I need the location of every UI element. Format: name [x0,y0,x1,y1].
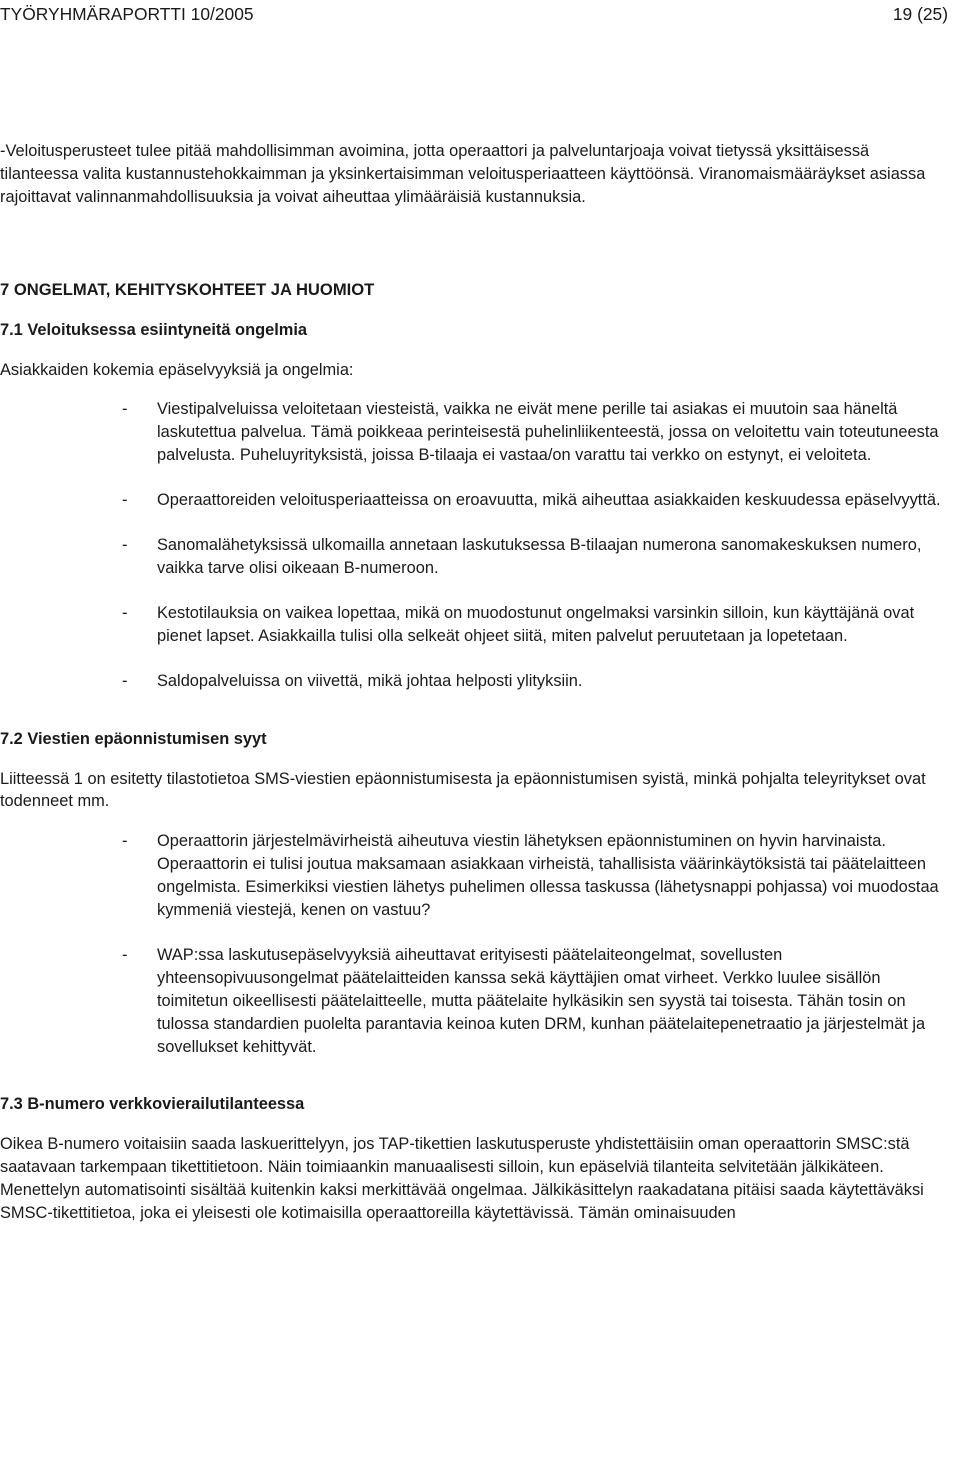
list-item: - Operaattorin järjestelmävirheistä aiheutuva viestin lähetyksen epäonnistuminen on hyvin harvinaista. Operaattorin ei tulisi joutua maksamaan asiakkaan virheistä, tahallisista väärinkäytöksistä tai päätelaitteen ongelmista. Esimerkiksi viestien lähetys puhelimen ollessa taskussa (lähetysnappi pohjassa) voi muodostaa kymmeniä viestejä, kenen on vastuu? [122,832,939,920]
page-number: 19 (25) [892,4,948,24]
section-7-2-list [0,830,946,1058]
section-7-3-heading: 7.3 B-numero verkkovierailutilanteessa [0,1095,305,1114]
chapter-heading: 7 ONGELMAT, KEHITYSKOHTEET JA HUOMIOT [0,279,375,299]
section-7-1-lead: Asiakkaiden kokemia epäselvyyksiä ja ongelmia: [0,360,354,379]
page-content [0,140,946,1242]
list-item: - Viestipalveluissa veloitetaan viesteistä, vaikka ne eivät mene perille tai asiakas ei muutoin saa häneltä laskutettua palvelua. Tämä poikkeaa perinteisestä puhelinliikenteestä, jossa on veloitettu vain toteutuneesta palvelusta. Puheluyrityksistä, joissa B-tilaaja ei vastaa/on varattu tai verkko on estynyt, ei veloiteta. [122,400,939,465]
list-item: - Kestotilauksia on vaikea lopettaa, mikä on muodostunut ongelmaksi varsinkin silloin, kun käyttäjänä ovat pienet lapset. Asiakkailla tulisi olla selkeät ohjeet siitä, miten palvelut peruutetaan ja lopetetaan. [122,603,915,645]
intro-paragraph: -Veloitusperusteet tulee pitää mahdollisimman avoimina, jotta operaattori ja palveluntarjoaja voivat tietyssä yksittäisessä tilanteessa valita kustannustehokkaimman ja yksinkertaisimman veloitusperiaatteen käyttöönsä. Viranomaismääräykset asiassa rajoittavat valinnanmahdollisuuksia ja voivat aiheuttaa ylimääräisiä kustannuksia. [0,142,926,206]
section-7-1-list [0,398,946,692]
list-item: - WAP:ssa laskutusepäselvyyksiä aiheuttavat erityisesti päätelaiteongelmat, sovellusten yhteensopivuusongelmat päätelaitteiden kanssa sekä käyttäjien omat virheet. Verkko luulee sisällön toimitetun oikeellisesti päätelaitteelle, mutta päätelaite hylkäsikin sen syystä tai toisesta. Tähän tosin on tulossa standardien puolelta parantavia keinoa kuten DRM, kunhan päätelaitepenetraatio ja järjestelmät ja sovellukset kehittyvät. [122,945,926,1056]
list-item: - Operaattoreiden veloitusperiaatteissa on eroavuutta, mikä aiheuttaa asiakkaiden keskuudessa epäselvyyttä. [122,491,941,510]
section-7-3-body: Oikea B-numero voitaisiin saada laskuerittelyyn, jos TAP-tikettien laskutusperuste yhdistettäisiin oman operaattorin SMSC:stä saatavaan tarkempaan tikettitietoon. Näin toimiaankin manuaalisesti silloin, kun epäselviä tilanteita selvitetään jälkikäteen. Menettelyn automatisointi sisältää kuitenkin kaksi merkittävää ongelmaa. Jälkikäsittelyn raakadatana pitäisi saada käytettäväksi SMSC-tikettitietoa, joka ei yleisesti ole kotimaisilla operaattoreilla käytettävissä. Tämän ominaisuuden [0,1135,924,1223]
section-7-2-lead: Liitteessä 1 on esitetty tilastotietoa SMS-viestien epäonnistumisesta ja epäonnistumisen syistä, minkä pohjalta teleyritykset ovat todenneet mm. [0,769,926,811]
list-item: - Saldopalveluissa on viivettä, mikä johtaa helposti ylityksiin. [122,671,583,690]
list-item: - Sanomalähetyksissä ulkomailla annetaan laskutuksessa B-tilaajan numerona sanomakeskuksen numero, vaikka tarve olisi oikeaan B-numeroon. [122,536,922,577]
section-7-2-heading: 7.2 Viestien epäonnistumisen syyt [0,729,267,748]
section-7-1-heading: 7.1 Veloituksessa esiintyneitä ongelmia [0,320,308,339]
report-number: TYÖRYHMÄRAPORTTI 10/2005 [0,4,254,24]
page-header [0,2,960,26]
